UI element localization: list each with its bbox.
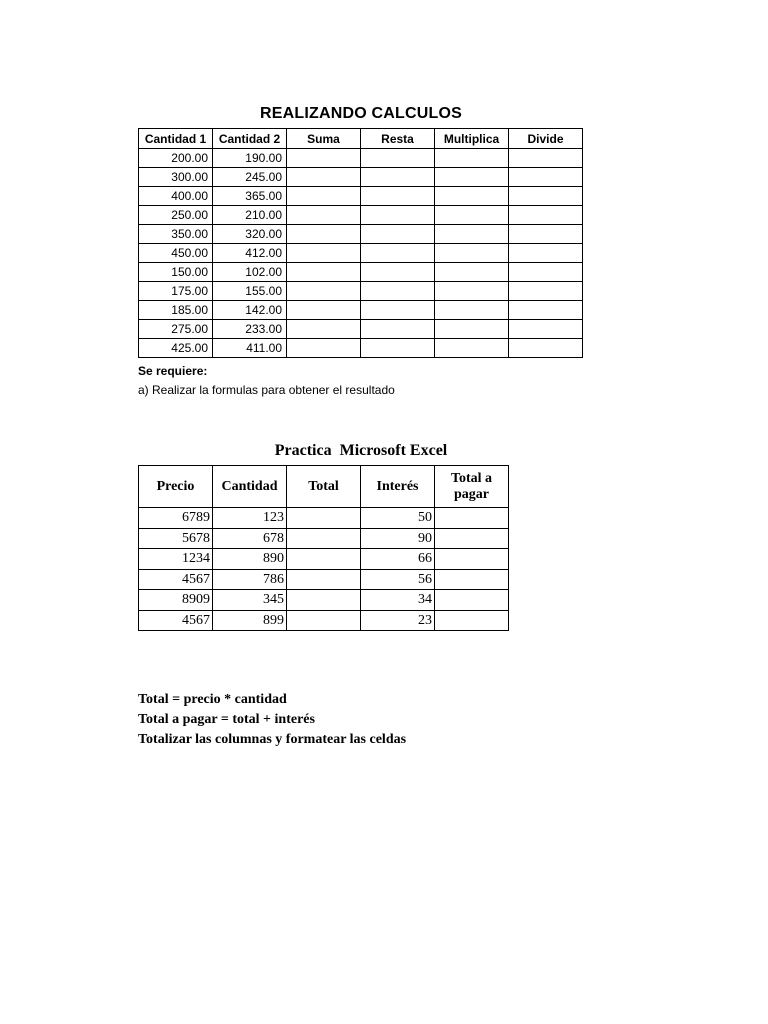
table-row: [139, 187, 583, 206]
empty-cell[interactable]: [287, 225, 361, 244]
cell-cantidad-2[interactable]: 210.00: [213, 206, 287, 225]
empty-cell[interactable]: [287, 168, 361, 187]
empty-cell[interactable]: [287, 187, 361, 206]
empty-cell[interactable]: [435, 149, 509, 168]
table-row: [139, 244, 583, 263]
empty-cell[interactable]: [509, 168, 583, 187]
table-header-row: [139, 466, 509, 508]
cell-cantidad-2[interactable]: 190.00: [213, 149, 287, 168]
table-row: [139, 301, 583, 320]
empty-cell[interactable]: [361, 225, 435, 244]
cell-total[interactable]: [287, 508, 361, 529]
cell-cantidad-1[interactable]: 350.00: [139, 225, 213, 244]
empty-cell[interactable]: [509, 263, 583, 282]
cell-precio[interactable]: 6789: [139, 508, 213, 529]
column-header-precio: Precio: [139, 466, 213, 508]
note-line: Totalizar las columnas y formatear las celdas: [138, 732, 407, 747]
table-row: [139, 569, 509, 590]
column-header-cantidad: Cantidad: [213, 466, 287, 508]
empty-cell[interactable]: [435, 168, 509, 187]
empty-cell[interactable]: [287, 206, 361, 225]
table-header-row: [139, 129, 583, 149]
column-header-cantidad-1: Cantidad 1: [139, 129, 213, 149]
table-row: [139, 282, 583, 301]
cell-cantidad-1[interactable]: 150.00: [139, 263, 213, 282]
cell-interes[interactable]: 34: [361, 590, 435, 611]
cell-cantidad[interactable]: 123: [213, 508, 287, 529]
column-header-multiplica: Multiplica: [435, 129, 509, 149]
table-row: [139, 263, 583, 282]
empty-cell[interactable]: [435, 320, 509, 339]
column-header-total: Total: [287, 466, 361, 508]
table-row: [139, 610, 509, 631]
cell-cantidad-1[interactable]: 450.00: [139, 244, 213, 263]
cell-precio[interactable]: 4567: [139, 610, 213, 631]
cell-cantidad-1[interactable]: 425.00: [139, 339, 213, 358]
cell-cantidad-2[interactable]: 142.00: [213, 301, 287, 320]
cell-cantidad[interactable]: 345: [213, 590, 287, 611]
cell-cantidad-1[interactable]: 400.00: [139, 187, 213, 206]
empty-cell[interactable]: [509, 187, 583, 206]
empty-cell[interactable]: [435, 206, 509, 225]
table-row: [139, 168, 583, 187]
cell-total-a-pagar[interactable]: [435, 569, 509, 590]
cell-total[interactable]: [287, 569, 361, 590]
table-row: [139, 206, 583, 225]
empty-cell[interactable]: [509, 149, 583, 168]
cell-total-a-pagar[interactable]: [435, 549, 509, 570]
empty-cell[interactable]: [361, 282, 435, 301]
table-row: [139, 225, 583, 244]
empty-cell[interactable]: [287, 282, 361, 301]
table-row: [139, 549, 509, 570]
cell-cantidad-2[interactable]: 245.00: [213, 168, 287, 187]
column-header-cantidad-2: Cantidad 2: [213, 129, 287, 149]
empty-cell[interactable]: [435, 339, 509, 358]
cell-precio[interactable]: 1234: [139, 549, 213, 570]
cell-total-a-pagar[interactable]: [435, 508, 509, 529]
column-header-suma: Suma: [287, 129, 361, 149]
calculations-table: [138, 128, 583, 358]
cell-cantidad-1[interactable]: 275.00: [139, 320, 213, 339]
empty-cell[interactable]: [287, 244, 361, 263]
note-line: Total = precio * cantidad: [138, 692, 287, 707]
practice-table-body: [139, 508, 509, 631]
cell-total-a-pagar[interactable]: [435, 528, 509, 549]
cell-precio[interactable]: 8909: [139, 590, 213, 611]
cell-total[interactable]: [287, 610, 361, 631]
empty-cell[interactable]: [509, 339, 583, 358]
practice-table: [138, 465, 509, 631]
requirements-label: Se requiere:: [138, 364, 208, 378]
cell-cantidad-1[interactable]: 300.00: [139, 168, 213, 187]
empty-cell[interactable]: [361, 244, 435, 263]
instructions-notes: [138, 690, 406, 750]
cell-cantidad-2[interactable]: 233.00: [213, 320, 287, 339]
empty-cell[interactable]: [435, 225, 509, 244]
empty-cell[interactable]: [435, 187, 509, 206]
empty-cell[interactable]: [509, 301, 583, 320]
empty-cell[interactable]: [361, 149, 435, 168]
empty-cell[interactable]: [509, 320, 583, 339]
empty-cell[interactable]: [435, 301, 509, 320]
cell-interes[interactable]: 56: [361, 569, 435, 590]
empty-cell[interactable]: [287, 149, 361, 168]
empty-cell[interactable]: [287, 320, 361, 339]
table-row: [139, 320, 583, 339]
cell-total[interactable]: [287, 528, 361, 549]
page-title: REALIZANDO CALCULOS: [259, 105, 462, 122]
cell-cantidad-2[interactable]: 155.00: [213, 282, 287, 301]
cell-interes[interactable]: 23: [361, 610, 435, 631]
cell-cantidad[interactable]: 786: [213, 569, 287, 590]
cell-cantidad-1[interactable]: 185.00: [139, 301, 213, 320]
empty-cell[interactable]: [361, 320, 435, 339]
empty-cell[interactable]: [287, 263, 361, 282]
column-header-resta: Resta: [361, 129, 435, 149]
empty-cell[interactable]: [435, 263, 509, 282]
empty-cell[interactable]: [509, 244, 583, 263]
empty-cell[interactable]: [287, 339, 361, 358]
cell-cantidad-2[interactable]: 102.00: [213, 263, 287, 282]
cell-cantidad-1[interactable]: 175.00: [139, 282, 213, 301]
column-header-divide: Divide: [509, 129, 583, 149]
note-line: Total a pagar = total + interés: [138, 712, 315, 727]
cell-interes[interactable]: 50: [361, 508, 435, 529]
empty-cell[interactable]: [361, 339, 435, 358]
cell-interes[interactable]: 90: [361, 528, 435, 549]
cell-cantidad-2[interactable]: 320.00: [213, 225, 287, 244]
column-header-interes: Interés: [361, 466, 435, 508]
practice-title: Practica Microsoft Excel: [274, 442, 448, 459]
empty-cell[interactable]: [361, 187, 435, 206]
column-header-total-a-pagar: Total a pagar: [435, 466, 509, 508]
cell-total[interactable]: [287, 590, 361, 611]
table-row: [139, 590, 509, 611]
empty-cell[interactable]: [287, 301, 361, 320]
cell-total-a-pagar[interactable]: [435, 610, 509, 631]
empty-cell[interactable]: [435, 282, 509, 301]
cell-cantidad-2[interactable]: 365.00: [213, 187, 287, 206]
table-row: [139, 149, 583, 168]
calculations-table-body: [139, 149, 583, 358]
cell-cantidad[interactable]: 899: [213, 610, 287, 631]
empty-cell[interactable]: [361, 301, 435, 320]
cell-total-a-pagar[interactable]: [435, 590, 509, 611]
cell-cantidad-2[interactable]: 411.00: [213, 339, 287, 358]
empty-cell[interactable]: [361, 206, 435, 225]
empty-cell[interactable]: [361, 168, 435, 187]
empty-cell[interactable]: [361, 263, 435, 282]
cell-cantidad-2[interactable]: 412.00: [213, 244, 287, 263]
table-row: [139, 508, 509, 529]
empty-cell[interactable]: [435, 244, 509, 263]
empty-cell[interactable]: [509, 206, 583, 225]
table-row: [139, 339, 583, 358]
cell-cantidad-1[interactable]: 200.00: [139, 149, 213, 168]
empty-cell[interactable]: [509, 225, 583, 244]
cell-cantidad[interactable]: 890: [213, 549, 287, 570]
empty-cell[interactable]: [509, 282, 583, 301]
cell-total[interactable]: [287, 549, 361, 570]
cell-precio[interactable]: 4567: [139, 569, 213, 590]
requirement-item: a) Realizar la formulas para obtener el resultado: [138, 383, 395, 397]
table-row: [139, 528, 509, 549]
cell-precio[interactable]: 5678: [139, 528, 213, 549]
cell-cantidad-1[interactable]: 250.00: [139, 206, 213, 225]
cell-interes[interactable]: 66: [361, 549, 435, 570]
cell-cantidad[interactable]: 678: [213, 528, 287, 549]
